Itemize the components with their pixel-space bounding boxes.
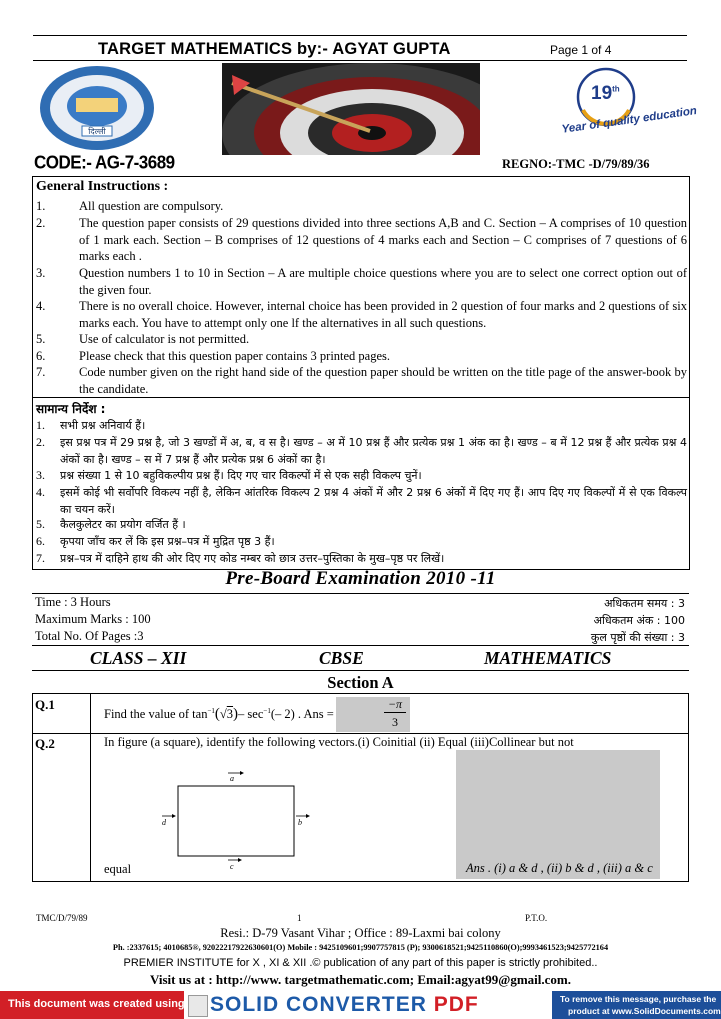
top-rule <box>33 35 687 36</box>
section-title: Section A <box>327 673 394 692</box>
class-rule-bottom <box>32 670 689 671</box>
instr-number: 1. <box>36 418 45 432</box>
banner-brand <box>210 993 479 1017</box>
instr-number: 6. <box>36 534 45 548</box>
instr-number: 4. <box>36 485 45 499</box>
banner-brand-solid: SOLID <box>210 993 280 1016</box>
instr-number: 4. <box>36 299 46 313</box>
instr-number: 3. <box>36 266 46 280</box>
instr-text: The question paper consists of 29 questions divided into three sections A,B and C. Section – A comprises of 10 question of 1 mark each. Section – B comprises of 12 questions of 4 marks each and Section – C comprises of 7 questions of 6 marks each . <box>79 216 687 264</box>
board-logo <box>38 64 156 152</box>
instr-text: सभी प्रश्न अनिवार्य हैं। <box>60 419 146 432</box>
instr-text: प्रश्न संख्या 1 से 10 बहुविकल्पीय प्रश्न हैं। दिए गए चार विकल्पों में से एक सही विकल्प चुनें। <box>60 469 422 482</box>
pdf-document-icon <box>188 995 208 1017</box>
footer-code: TMC/D/79/89 <box>36 913 88 923</box>
instr-text: There is no overall choice. However, internal choice has been provided in 2 question of four marks and 2 questions of six marks each. You have to attempt only one lf the alternatives in all such questions. <box>79 299 687 330</box>
footer-address: Resi.: D-79 Vasant Vihar ; Office : 89-Laxmi bai colony <box>220 926 501 940</box>
converter-banner[interactable] <box>0 991 721 1019</box>
dartboard-image <box>222 63 480 155</box>
footer-phones: Ph. :2337615; 4010685®, 92022217922630601(O) Mobile : 9425109601;9907757815 (P); 9300618521;9425110860(O);9993461523;9425772164 <box>112 943 609 952</box>
instr-number: 7. <box>36 551 45 565</box>
footer-page-number: 1 <box>297 913 302 923</box>
banner-brand-converter: CONVERTER <box>286 993 427 1016</box>
q1-ans-label: . Ans = <box>297 707 334 721</box>
instr-text: Please check that this question paper contains 3 printed pages. <box>79 349 391 363</box>
q2-number: Q.2 <box>35 736 55 751</box>
banner-right-line1: To remove this message, purchase the <box>560 994 717 1004</box>
instr-text: All question are compulsory. <box>79 199 224 213</box>
vector-b-label: b <box>298 818 302 827</box>
hindi-instructions-heading: सामान्य निर्देश : <box>36 402 106 416</box>
instr-number: 7. <box>36 365 46 379</box>
vector-a-label: a <box>230 774 234 783</box>
page-number: Page 1 of 4 <box>550 43 612 57</box>
q1-mid: – sec <box>238 707 264 721</box>
vector-d-label: d <box>162 818 166 827</box>
table-rule <box>32 693 689 694</box>
q1-sup2: −1 <box>263 706 271 715</box>
class-label: CLASS – XII <box>90 648 187 668</box>
banner-brand-pdf: PDF <box>433 993 479 1016</box>
time-label: Time : 3 Hours <box>35 595 111 609</box>
q1-arg1: 3 <box>226 707 234 721</box>
instr-text: प्रश्न–पत्र में दाहिने हाथ की ओर दिए गए कोड नम्बर को छात्र उत्तर–पुस्तिका के मुख–पृष्ठ पर लिखें। <box>60 552 445 565</box>
q1-sup1: −1 <box>207 706 215 715</box>
title-rule <box>33 60 687 61</box>
page-title: TARGET MATHEMATICS by:- AGYAT GUPTA <box>98 40 451 58</box>
total-pages-label-hindi: कुल पृष्ठों की संख्या : 3 <box>590 631 685 644</box>
class-rule-top <box>32 645 689 646</box>
instr-number: 1. <box>36 199 46 213</box>
instr-number: 3. <box>36 468 45 482</box>
instr-number: 6. <box>36 349 46 363</box>
quality-tagline: Year of quality education <box>561 105 698 136</box>
time-label-hindi: अधिकतम समय : 3 <box>604 597 685 610</box>
instr-number: 2. <box>36 435 45 449</box>
svg-text:दिल्ली: दिल्ली <box>88 127 106 136</box>
vector-c-label: c <box>230 862 234 871</box>
q1-number: Q.1 <box>35 697 55 712</box>
instr-text: इस प्रश्न पत्र में 29 प्रश्न है, जो 3 खण्डों में अ, ब, व स है। खण्ड – अ में 10 प्रश्न हैं और प्रत्येक प्रश्न 1 अंक का है। खण्ड – ब में 12 प्रश्न हैं और प्रत्येक प्रश्न 4 अंकों का है। खण्ड – स में 7 प्रश्न हैं और प्रत्येक प्रश्न 6 अंकों का है। <box>60 436 687 466</box>
table-rule <box>32 733 689 734</box>
banner-right-line2[interactable]: product at www.SolidDocuments.com <box>568 1006 721 1016</box>
footer-pto: P.T.O. <box>525 913 548 923</box>
exam-title: Pre-Board Examination 2010 -11 <box>225 568 496 589</box>
instr-text: कैलकुलेटर का प्रयोग वर्जित हैं । <box>60 518 186 531</box>
max-marks-label-hindi: अधिकतम अंक : 100 <box>593 614 685 627</box>
q1-question-text: Find the value of $\tan^{-1}(√3)-$ $\sec^{-1}(-$ 2) . Ans = <box>104 706 334 722</box>
table-rule <box>32 881 689 882</box>
table-column-divider <box>90 693 91 881</box>
instr-text: Question numbers 1 to 10 in Section – A are multiple choice questions where you are to select one correct option out of the given four. <box>79 266 687 297</box>
footer-website: Visit us at : http://www. targetmathematic.com; Email:agyat99@gmail.com. <box>149 972 572 987</box>
q2-question-text-cont: equal <box>104 862 132 876</box>
total-pages-label: Total No. Of Pages :3 <box>35 629 144 643</box>
instr-number: 2. <box>36 216 46 230</box>
q1-denominator: 3 <box>392 715 398 729</box>
q2-answer: Ans . (i) a & d , (ii) b & d , (iii) a & c <box>466 861 653 875</box>
instr-number: 5. <box>36 517 45 531</box>
instr-text: Code number given on the right hand side of the question paper should be written on the title page of the answer-book by the candidate. <box>79 365 687 396</box>
q2-question-text: In figure (a square), identify the following vectors.(i) Coinitial (ii) Equal (iii)Collinear but not <box>104 735 574 749</box>
q2-answer-highlight <box>456 750 660 879</box>
subject-label: MATHEMATICS <box>484 648 612 668</box>
instr-text: इसमें कोई भी सर्वोपरि विकल्प नहीं है, लेकिन आंतरिक विकल्प 2 प्रश्न 4 अंकों में और 2 प्रश्न 6 अंकों में दिए गए हैं। आप दिए गए विकल्पों में से एक विकल्प का चयन करें। <box>60 486 687 516</box>
question-paper-code: CODE:- AG-7-3689 <box>34 152 175 173</box>
table-border-left <box>32 693 33 881</box>
badge-number: 19th <box>591 83 620 104</box>
section-divider <box>32 397 689 398</box>
general-instructions-heading: General Instructions : <box>36 179 169 194</box>
q1-text: Find the value of tan <box>104 707 208 721</box>
registration-number: REGNO:-TMC -D/79/89/36 <box>502 157 650 171</box>
table-border-right <box>688 693 689 881</box>
instr-text: Use of calculator is not permitted. <box>79 332 250 346</box>
instr-number: 5. <box>36 332 46 346</box>
q1-arg2: (– 2) <box>270 707 295 721</box>
footer-copyright: PREMIER INSTITUTE for X , XI & XII .© publication of any part of this paper is strictly prohibited.. <box>123 957 598 969</box>
q1-numerator: −π <box>384 697 406 713</box>
instr-text: कृपया जाँच कर लें कि इस प्रश्न–पत्र में मुद्रित पृष्ठ 3 हैं। <box>60 535 275 548</box>
banner-left-text: This document was created using <box>8 998 185 1010</box>
board-label: CBSE <box>319 648 364 668</box>
max-marks-label: Maximum Marks : 100 <box>35 612 151 626</box>
exam-title-rule <box>32 593 689 594</box>
